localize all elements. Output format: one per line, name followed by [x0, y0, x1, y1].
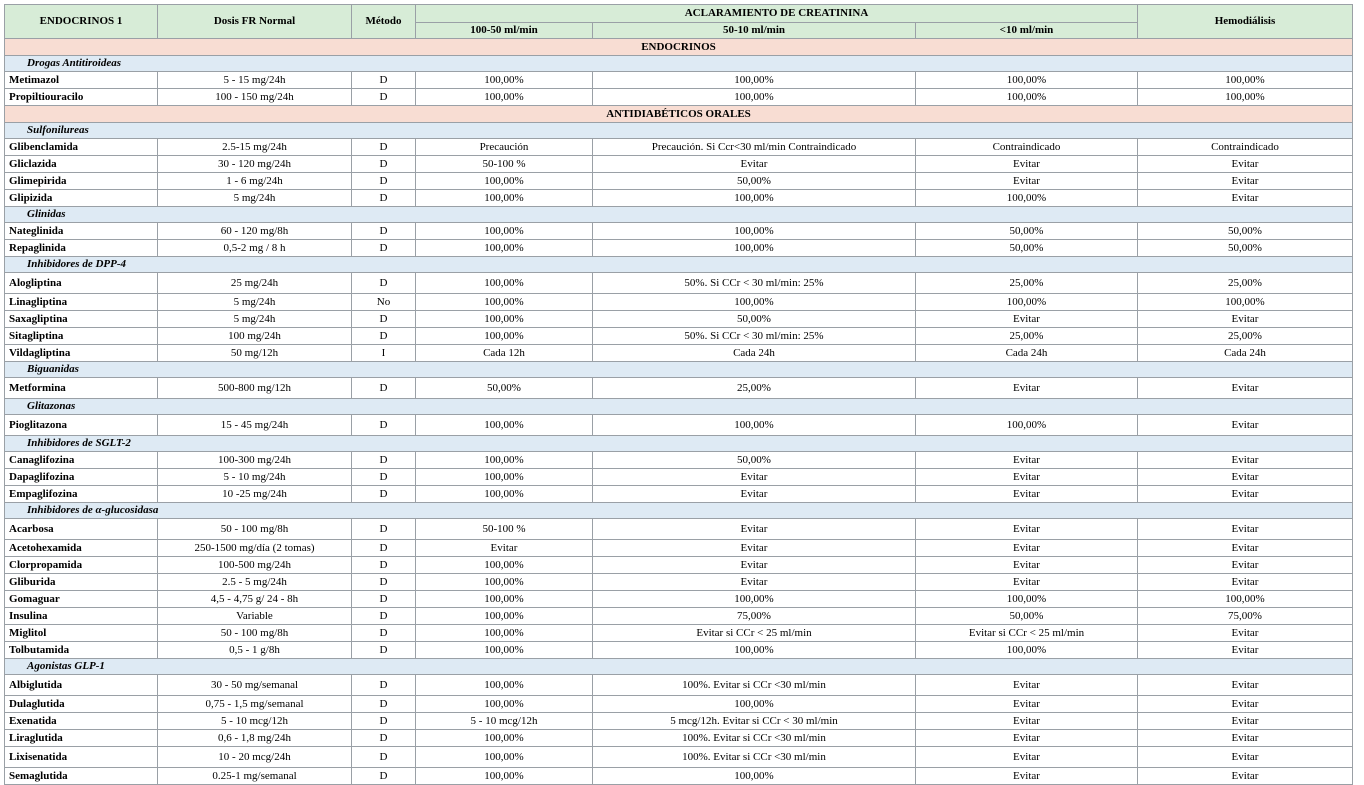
table-row	[5, 747, 1353, 768]
normal-dose-cell: 5 - 10 mcg/12h	[158, 713, 352, 730]
hemodialysis-cell: 100,00%	[1138, 294, 1353, 311]
subgroup-header-row	[5, 399, 1353, 415]
header-clearance-under-10: <10 ml/min	[916, 23, 1138, 39]
normal-dose-cell: 5 mg/24h	[158, 190, 352, 207]
method-cell: D	[352, 486, 416, 503]
method-cell: D	[352, 557, 416, 574]
hemodialysis-cell: Evitar	[1138, 557, 1353, 574]
drug-name-cell: Glibenclamida	[5, 139, 158, 156]
clearance-100-50-cell: 100,00%	[416, 696, 593, 713]
clearance-50-10-cell: 100,00%	[593, 240, 916, 257]
clearance-100-50-cell: Cada 12h	[416, 345, 593, 362]
clearance-100-50-cell: 100,00%	[416, 173, 593, 190]
drug-name-cell: Sitagliptina	[5, 328, 158, 345]
header-method: Método	[352, 5, 416, 39]
method-cell: I	[352, 345, 416, 362]
hemodialysis-cell: 25,00%	[1138, 328, 1353, 345]
clearance-under-10-cell: 50,00%	[916, 223, 1138, 240]
drug-name-cell: Tolbutamida	[5, 642, 158, 659]
table-body	[5, 39, 1353, 785]
normal-dose-cell: 250-1500 mg/día (2 tomas)	[158, 540, 352, 557]
subgroup-title: Inhibidores de DPP-4	[5, 257, 1353, 273]
clearance-50-10-cell: 50,00%	[593, 452, 916, 469]
method-cell: D	[352, 72, 416, 89]
subgroup-header-row	[5, 659, 1353, 675]
subgroup-title: Inhibidores de SGLT-2	[5, 436, 1353, 452]
clearance-50-10-cell: 100,00%	[593, 768, 916, 785]
clearance-under-10-cell: 25,00%	[916, 328, 1138, 345]
clearance-50-10-cell: 50,00%	[593, 173, 916, 190]
drug-name-cell: Albiglutida	[5, 675, 158, 696]
table-row	[5, 730, 1353, 747]
method-cell: D	[352, 642, 416, 659]
table-row	[5, 452, 1353, 469]
clearance-100-50-cell: 100,00%	[416, 469, 593, 486]
drug-name-cell: Linagliptina	[5, 294, 158, 311]
clearance-50-10-cell: 100,00%	[593, 223, 916, 240]
clearance-under-10-cell: Evitar	[916, 173, 1138, 190]
clearance-under-10-cell: Evitar	[916, 675, 1138, 696]
clearance-100-50-cell: 100,00%	[416, 625, 593, 642]
normal-dose-cell: 30 - 120 mg/24h	[158, 156, 352, 173]
clearance-under-10-cell: Evitar	[916, 156, 1138, 173]
clearance-50-10-cell: Evitar	[593, 574, 916, 591]
normal-dose-cell: 30 - 50 mg/semanal	[158, 675, 352, 696]
drug-name-cell: Semaglutida	[5, 768, 158, 785]
drug-name-cell: Canaglifozina	[5, 452, 158, 469]
table-header	[5, 5, 1353, 39]
table-row	[5, 519, 1353, 540]
clearance-under-10-cell: Evitar	[916, 713, 1138, 730]
clearance-under-10-cell: Evitar	[916, 768, 1138, 785]
drug-name-cell: Glimepirida	[5, 173, 158, 190]
clearance-50-10-cell: Evitar	[593, 156, 916, 173]
subgroup-title: Agonistas GLP-1	[5, 659, 1353, 675]
normal-dose-cell: 5 mg/24h	[158, 311, 352, 328]
section-header-row	[5, 39, 1353, 56]
clearance-100-50-cell: 5 - 10 mcg/12h	[416, 713, 593, 730]
clearance-under-10-cell: 50,00%	[916, 608, 1138, 625]
clearance-100-50-cell: 100,00%	[416, 240, 593, 257]
clearance-50-10-cell: 100,00%	[593, 190, 916, 207]
subgroup-header-row	[5, 257, 1353, 273]
method-cell: D	[352, 625, 416, 642]
hemodialysis-cell: 50,00%	[1138, 223, 1353, 240]
hemodialysis-cell: 25,00%	[1138, 273, 1353, 294]
normal-dose-cell: 1 - 6 mg/24h	[158, 173, 352, 190]
clearance-under-10-cell: Evitar	[916, 730, 1138, 747]
drug-name-cell: Miglitol	[5, 625, 158, 642]
clearance-100-50-cell: 100,00%	[416, 768, 593, 785]
normal-dose-cell: 2.5 - 5 mg/24h	[158, 574, 352, 591]
header-hemodialysis: Hemodiálisis	[1138, 5, 1353, 39]
clearance-100-50-cell: 100,00%	[416, 328, 593, 345]
clearance-100-50-cell: 100,00%	[416, 311, 593, 328]
subgroup-header-row	[5, 56, 1353, 72]
normal-dose-cell: 50 - 100 mg/8h	[158, 519, 352, 540]
table-row	[5, 139, 1353, 156]
drug-name-cell: Propiltiouracilo	[5, 89, 158, 106]
clearance-under-10-cell: Evitar	[916, 378, 1138, 399]
hemodialysis-cell: Evitar	[1138, 190, 1353, 207]
method-cell: D	[352, 713, 416, 730]
normal-dose-cell: 100 - 150 mg/24h	[158, 89, 352, 106]
clearance-100-50-cell: 100,00%	[416, 72, 593, 89]
clearance-100-50-cell: 100,00%	[416, 574, 593, 591]
clearance-under-10-cell: 25,00%	[916, 273, 1138, 294]
clearance-50-10-cell: 50%. Si CCr < 30 ml/min: 25%	[593, 273, 916, 294]
clearance-50-10-cell: 75,00%	[593, 608, 916, 625]
table-row	[5, 675, 1353, 696]
method-cell: D	[352, 747, 416, 768]
hemodialysis-cell: Cada 24h	[1138, 345, 1353, 362]
hemodialysis-cell: Contraindicado	[1138, 139, 1353, 156]
table-row	[5, 311, 1353, 328]
clearance-50-10-cell: Evitar	[593, 469, 916, 486]
hemodialysis-cell: Evitar	[1138, 519, 1353, 540]
drug-name-cell: Pioglitazona	[5, 415, 158, 436]
clearance-under-10-cell: Evitar	[916, 574, 1138, 591]
section-header-row	[5, 106, 1353, 123]
method-cell: D	[352, 223, 416, 240]
table-row	[5, 625, 1353, 642]
normal-dose-cell: 60 - 120 mg/8h	[158, 223, 352, 240]
method-cell: D	[352, 273, 416, 294]
hemodialysis-cell: Evitar	[1138, 768, 1353, 785]
hemodialysis-cell: Evitar	[1138, 378, 1353, 399]
table-row	[5, 190, 1353, 207]
clearance-100-50-cell: 100,00%	[416, 747, 593, 768]
normal-dose-cell: 10 - 20 mcg/24h	[158, 747, 352, 768]
drug-name-cell: Clorpropamida	[5, 557, 158, 574]
clearance-50-10-cell: 25,00%	[593, 378, 916, 399]
table-row	[5, 328, 1353, 345]
hemodialysis-cell: Evitar	[1138, 574, 1353, 591]
drug-name-cell: Dulaglutida	[5, 696, 158, 713]
clearance-50-10-cell: 50%. Si CCr < 30 ml/min: 25%	[593, 328, 916, 345]
clearance-under-10-cell: 100,00%	[916, 415, 1138, 436]
method-cell: No	[352, 294, 416, 311]
hemodialysis-cell: Evitar	[1138, 540, 1353, 557]
clearance-under-10-cell: Evitar	[916, 469, 1138, 486]
clearance-50-10-cell: 100%. Evitar si CCr <30 ml/min	[593, 730, 916, 747]
method-cell: D	[352, 240, 416, 257]
normal-dose-cell: 5 mg/24h	[158, 294, 352, 311]
table-row	[5, 696, 1353, 713]
subgroup-title: Biguanidas	[5, 362, 1353, 378]
subgroup-header-row	[5, 503, 1353, 519]
table-row	[5, 574, 1353, 591]
clearance-under-10-cell: Evitar si CCr < 25 ml/min	[916, 625, 1138, 642]
hemodialysis-cell: Evitar	[1138, 747, 1353, 768]
normal-dose-cell: 0,75 - 1,5 mg/semanal	[158, 696, 352, 713]
hemodialysis-cell: Evitar	[1138, 311, 1353, 328]
table-row	[5, 156, 1353, 173]
header-drug-name: ENDOCRINOS 1	[5, 5, 158, 39]
clearance-under-10-cell: Evitar	[916, 747, 1138, 768]
table-row	[5, 294, 1353, 311]
table-row	[5, 72, 1353, 89]
table-row	[5, 240, 1353, 257]
drug-name-cell: Repaglinida	[5, 240, 158, 257]
clearance-100-50-cell: 100,00%	[416, 294, 593, 311]
hemodialysis-cell: Evitar	[1138, 486, 1353, 503]
clearance-50-10-cell: 100,00%	[593, 591, 916, 608]
hemodialysis-cell: 50,00%	[1138, 240, 1353, 257]
normal-dose-cell: 50 mg/12h	[158, 345, 352, 362]
method-cell: D	[352, 139, 416, 156]
subgroup-header-row	[5, 436, 1353, 452]
clearance-100-50-cell: 100,00%	[416, 415, 593, 436]
hemodialysis-cell: Evitar	[1138, 452, 1353, 469]
table-row	[5, 173, 1353, 190]
drug-name-cell: Dapaglifozina	[5, 469, 158, 486]
clearance-100-50-cell: 100,00%	[416, 89, 593, 106]
clearance-50-10-cell: 50,00%	[593, 311, 916, 328]
clearance-100-50-cell: 100,00%	[416, 675, 593, 696]
method-cell: D	[352, 452, 416, 469]
normal-dose-cell: 10 -25 mg/24h	[158, 486, 352, 503]
table-row	[5, 273, 1353, 294]
normal-dose-cell: 0,5-2 mg / 8 h	[158, 240, 352, 257]
hemodialysis-cell: 75,00%	[1138, 608, 1353, 625]
method-cell: D	[352, 415, 416, 436]
drug-name-cell: Lixisenatida	[5, 747, 158, 768]
drug-name-cell: Exenatida	[5, 713, 158, 730]
normal-dose-cell: 0,6 - 1,8 mg/24h	[158, 730, 352, 747]
method-cell: D	[352, 156, 416, 173]
normal-dose-cell: 100-500 mg/24h	[158, 557, 352, 574]
clearance-50-10-cell: Evitar si CCr < 25 ml/min	[593, 625, 916, 642]
method-cell: D	[352, 89, 416, 106]
clearance-under-10-cell: Contraindicado	[916, 139, 1138, 156]
hemodialysis-cell: Evitar	[1138, 642, 1353, 659]
clearance-under-10-cell: 100,00%	[916, 190, 1138, 207]
table-row	[5, 642, 1353, 659]
clearance-50-10-cell: Evitar	[593, 557, 916, 574]
normal-dose-cell: 5 - 15 mg/24h	[158, 72, 352, 89]
method-cell: D	[352, 469, 416, 486]
clearance-under-10-cell: Evitar	[916, 540, 1138, 557]
clearance-50-10-cell: Cada 24h	[593, 345, 916, 362]
hemodialysis-cell: Evitar	[1138, 675, 1353, 696]
normal-dose-cell: 100 mg/24h	[158, 328, 352, 345]
clearance-100-50-cell: 100,00%	[416, 223, 593, 240]
clearance-under-10-cell: Evitar	[916, 486, 1138, 503]
normal-dose-cell: 2.5-15 mg/24h	[158, 139, 352, 156]
clearance-50-10-cell: 100%. Evitar si CCr <30 ml/min	[593, 675, 916, 696]
subgroup-title: Glinidas	[5, 207, 1353, 223]
clearance-50-10-cell: Precaución. Si Ccr<30 ml/min Contraindicado	[593, 139, 916, 156]
subgroup-header-row	[5, 123, 1353, 139]
clearance-under-10-cell: Evitar	[916, 696, 1138, 713]
header-normal-dose: Dosis FR Normal	[158, 5, 352, 39]
clearance-100-50-cell: 100,00%	[416, 190, 593, 207]
table-row	[5, 345, 1353, 362]
method-cell: D	[352, 540, 416, 557]
clearance-under-10-cell: Evitar	[916, 557, 1138, 574]
normal-dose-cell: 25 mg/24h	[158, 273, 352, 294]
normal-dose-cell: 500-800 mg/12h	[158, 378, 352, 399]
drug-name-cell: Empaglifozina	[5, 486, 158, 503]
clearance-50-10-cell: Evitar	[593, 519, 916, 540]
clearance-100-50-cell: 100,00%	[416, 642, 593, 659]
clearance-100-50-cell: 100,00%	[416, 452, 593, 469]
normal-dose-cell: 4,5 - 4,75 g/ 24 - 8h	[158, 591, 352, 608]
normal-dose-cell: 15 - 45 mg/24h	[158, 415, 352, 436]
clearance-100-50-cell: 100,00%	[416, 486, 593, 503]
hemodialysis-cell: Evitar	[1138, 625, 1353, 642]
clearance-under-10-cell: 100,00%	[916, 642, 1138, 659]
clearance-50-10-cell: 100,00%	[593, 89, 916, 106]
method-cell: D	[352, 730, 416, 747]
hemodialysis-cell: Evitar	[1138, 156, 1353, 173]
clearance-50-10-cell: 100,00%	[593, 642, 916, 659]
subgroup-header-row	[5, 362, 1353, 378]
table-row	[5, 89, 1353, 106]
clearance-50-10-cell: 100%. Evitar si CCr <30 ml/min	[593, 747, 916, 768]
normal-dose-cell: 100-300 mg/24h	[158, 452, 352, 469]
normal-dose-cell: 5 - 10 mg/24h	[158, 469, 352, 486]
drug-name-cell: Insulina	[5, 608, 158, 625]
drug-name-cell: Gliclazida	[5, 156, 158, 173]
clearance-100-50-cell: 50-100 %	[416, 156, 593, 173]
hemodialysis-cell: 100,00%	[1138, 72, 1353, 89]
subgroup-title: Sulfonilureas	[5, 123, 1353, 139]
clearance-100-50-cell: 50-100 %	[416, 519, 593, 540]
clearance-under-10-cell: 50,00%	[916, 240, 1138, 257]
clearance-under-10-cell: Evitar	[916, 452, 1138, 469]
method-cell: D	[352, 378, 416, 399]
clearance-100-50-cell: 100,00%	[416, 591, 593, 608]
hemodialysis-cell: Evitar	[1138, 469, 1353, 486]
hemodialysis-cell: Evitar	[1138, 713, 1353, 730]
table-row	[5, 378, 1353, 399]
subgroup-title: Drogas Antitiroideas	[5, 56, 1353, 72]
hemodialysis-cell: Evitar	[1138, 696, 1353, 713]
clearance-100-50-cell: 100,00%	[416, 730, 593, 747]
drug-name-cell: Gliburida	[5, 574, 158, 591]
clearance-under-10-cell: 100,00%	[916, 591, 1138, 608]
table-row	[5, 223, 1353, 240]
table-row	[5, 713, 1353, 730]
table-row	[5, 540, 1353, 557]
clearance-under-10-cell: 100,00%	[916, 294, 1138, 311]
table-row	[5, 415, 1353, 436]
drug-name-cell: Liraglutida	[5, 730, 158, 747]
drug-name-cell: Glipizida	[5, 190, 158, 207]
method-cell: D	[352, 608, 416, 625]
drug-name-cell: Gomaguar	[5, 591, 158, 608]
normal-dose-cell: 50 - 100 mg/8h	[158, 625, 352, 642]
method-cell: D	[352, 173, 416, 190]
clearance-50-10-cell: 100,00%	[593, 415, 916, 436]
hemodialysis-cell: Evitar	[1138, 730, 1353, 747]
clearance-100-50-cell: Precaución	[416, 139, 593, 156]
table-row	[5, 608, 1353, 625]
renal-dosing-table	[4, 4, 1353, 785]
hemodialysis-cell: Evitar	[1138, 173, 1353, 190]
header-creatinine-clearance: ACLARAMIENTO DE CREATININA	[416, 5, 1138, 23]
table-row	[5, 469, 1353, 486]
method-cell: D	[352, 768, 416, 785]
clearance-under-10-cell: 100,00%	[916, 89, 1138, 106]
drug-name-cell: Saxagliptina	[5, 311, 158, 328]
method-cell: D	[352, 696, 416, 713]
clearance-50-10-cell: 100,00%	[593, 696, 916, 713]
clearance-50-10-cell: 100,00%	[593, 72, 916, 89]
normal-dose-cell: 0,5 - 1 g/8h	[158, 642, 352, 659]
table-row	[5, 557, 1353, 574]
subgroup-title: Glitazonas	[5, 399, 1353, 415]
clearance-100-50-cell: 100,00%	[416, 273, 593, 294]
hemodialysis-cell: Evitar	[1138, 415, 1353, 436]
subgroup-header-row	[5, 207, 1353, 223]
drug-name-cell: Nateglinida	[5, 223, 158, 240]
drug-name-cell: Acarbosa	[5, 519, 158, 540]
table-row	[5, 591, 1353, 608]
clearance-under-10-cell: Evitar	[916, 311, 1138, 328]
drug-name-cell: Acetohexamida	[5, 540, 158, 557]
section-title: ENDOCRINOS	[5, 39, 1353, 56]
clearance-100-50-cell: 100,00%	[416, 557, 593, 574]
clearance-50-10-cell: 5 mcg/12h. Evitar si CCr < 30 ml/min	[593, 713, 916, 730]
method-cell: D	[352, 190, 416, 207]
drug-name-cell: Metformina	[5, 378, 158, 399]
method-cell: D	[352, 574, 416, 591]
clearance-100-50-cell: Evitar	[416, 540, 593, 557]
clearance-under-10-cell: Evitar	[916, 519, 1138, 540]
method-cell: D	[352, 591, 416, 608]
hemodialysis-cell: 100,00%	[1138, 89, 1353, 106]
hemodialysis-cell: 100,00%	[1138, 591, 1353, 608]
clearance-100-50-cell: 50,00%	[416, 378, 593, 399]
clearance-100-50-cell: 100,00%	[416, 608, 593, 625]
clearance-50-10-cell: 100,00%	[593, 294, 916, 311]
method-cell: D	[352, 675, 416, 696]
drug-name-cell: Metimazol	[5, 72, 158, 89]
header-clearance-50-10: 50-10 ml/min	[593, 23, 916, 39]
clearance-under-10-cell: Cada 24h	[916, 345, 1138, 362]
method-cell: D	[352, 519, 416, 540]
section-title: ANTIDIABÉTICOS ORALES	[5, 106, 1353, 123]
subgroup-title: Inhibidores de α-glucosidasa	[5, 503, 1353, 519]
clearance-50-10-cell: Evitar	[593, 540, 916, 557]
clearance-under-10-cell: 100,00%	[916, 72, 1138, 89]
normal-dose-cell: Variable	[158, 608, 352, 625]
clearance-50-10-cell: Evitar	[593, 486, 916, 503]
drug-name-cell: Vildagliptina	[5, 345, 158, 362]
drug-name-cell: Alogliptina	[5, 273, 158, 294]
table-row	[5, 486, 1353, 503]
method-cell: D	[352, 311, 416, 328]
method-cell: D	[352, 328, 416, 345]
header-clearance-100-50: 100-50 ml/min	[416, 23, 593, 39]
normal-dose-cell: 0.25-1 mg/semanal	[158, 768, 352, 785]
